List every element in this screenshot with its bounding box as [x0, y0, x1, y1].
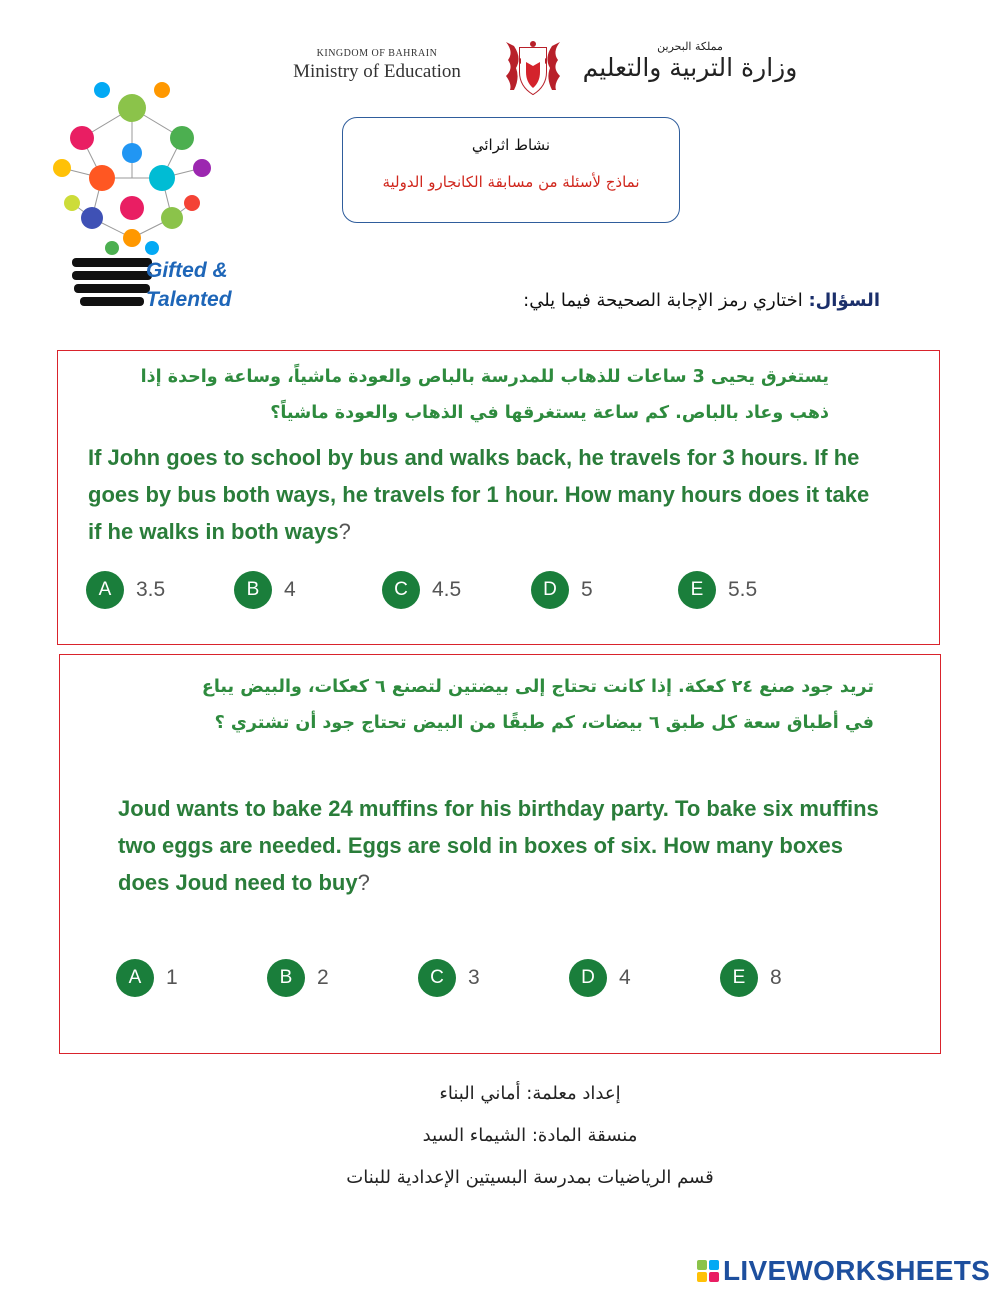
- option-value: 3: [468, 966, 480, 989]
- gifted-talented-label: [146, 256, 232, 314]
- coordinator-line: منسقة المادة: الشيماء السيد: [422, 1125, 638, 1146]
- option-value: 8: [770, 966, 782, 989]
- kingdom-label-english: KINGDOM OF BAHRAIN: [316, 48, 438, 59]
- bahrain-emblem-icon: [500, 38, 566, 100]
- option-letter-circle: B: [234, 571, 272, 609]
- option-value: 1: [166, 966, 178, 989]
- question-2-english-tail: ?: [357, 870, 370, 895]
- talented-label: Talented: [146, 288, 232, 311]
- activity-title-box: [342, 117, 680, 223]
- option-letter-circle: D: [531, 571, 569, 609]
- liveworksheets-watermark: [697, 1255, 990, 1287]
- question-1-english-line-3: if he walks in both ways: [88, 519, 339, 544]
- option-value: 5.5: [728, 578, 758, 601]
- question-2-option-c[interactable]: [418, 959, 480, 997]
- option-value: 5: [581, 578, 593, 601]
- gifted-label: Gifted &: [146, 259, 228, 282]
- question-1-option-d[interactable]: [531, 571, 593, 609]
- option-letter-circle: C: [382, 571, 420, 609]
- question-2-option-e[interactable]: [720, 959, 782, 997]
- option-value: 4: [619, 966, 631, 989]
- ministry-name-english: [262, 48, 492, 83]
- ministry-label-english: Ministry of Education: [293, 61, 461, 82]
- question-1-arabic-line-2: ذهب وعاد بالباص. كم ساعة يستغرقها في الذهاب والعودة ماشياً؟: [270, 403, 829, 423]
- question-1-english-tail: ?: [338, 519, 351, 544]
- option-letter-circle: C: [418, 959, 456, 997]
- question-1-option-b[interactable]: [234, 571, 296, 609]
- option-letter-circle: D: [569, 959, 607, 997]
- question-2-arabic: [94, 669, 874, 741]
- option-letter-circle: E: [720, 959, 758, 997]
- question-label: السؤال:: [808, 290, 880, 311]
- question-1-english-line-2: goes by bus both ways, he travels for 1 hour. How many hours does it take: [88, 482, 870, 507]
- ministry-label-arabic: وزارة التربية والتعليم: [582, 53, 798, 82]
- question-1-arabic: [89, 359, 829, 431]
- question-2-option-d[interactable]: [569, 959, 631, 997]
- option-letter-circle: B: [267, 959, 305, 997]
- question-1-frame: [57, 350, 940, 645]
- option-letter-circle: A: [86, 571, 124, 609]
- department-line: قسم الرياضيات بمدرسة البسيتين الإعدادية للبنات: [346, 1167, 714, 1188]
- option-value: 3.5: [136, 578, 166, 601]
- question-2-frame: [59, 654, 941, 1054]
- question-1-option-a[interactable]: [86, 571, 165, 609]
- option-letter-circle: E: [678, 571, 716, 609]
- ministry-name-arabic: [575, 40, 805, 83]
- question-2-option-b[interactable]: [267, 959, 329, 997]
- prepared-by-line: إعداد معلمة: أماني البناء: [439, 1083, 621, 1104]
- liveworksheets-label: LIVEWORKSHEETS: [723, 1255, 991, 1286]
- question-2-arabic-line-1: تريد جود صنع ٢٤ كعكة. إذا كانت تحتاج إلى بيضتين لتصنع ٦ كعكات، والبيض يباع: [201, 677, 874, 697]
- question-instruction: [523, 290, 880, 311]
- activity-description: نماذج لأسئلة من مسابقة الكانجارو الدولية: [382, 173, 640, 191]
- question-2-arabic-line-2: في أطباق سعة كل طبق ٦ بيضات، كم طبقًا من البيض تحتاج جود أن تشتري ؟: [214, 713, 874, 733]
- question-2-option-a[interactable]: [116, 959, 178, 997]
- question-1-english-line-1: If John goes to school by bus and walks back, he travels for 3 hours. If he: [88, 445, 860, 470]
- instruction-text: اختاري رمز الإجابة الصحيحة فيما يلي:: [523, 290, 809, 311]
- option-value: 4: [284, 578, 296, 601]
- question-2-english-line-3: does Joud need to buy: [118, 870, 358, 895]
- activity-type-label: نشاط اثرائي: [471, 136, 551, 154]
- question-1-english: [88, 439, 928, 550]
- option-value: 4.5: [432, 578, 462, 601]
- question-2-english: [118, 790, 938, 901]
- question-1-option-c[interactable]: [382, 571, 461, 609]
- liveworksheets-logo-icon: [697, 1260, 719, 1282]
- option-letter-circle: A: [116, 959, 154, 997]
- credits-block: [250, 1078, 810, 1204]
- question-2-english-line-1: Joud wants to bake 24 muffins for his birthday party. To bake six muffins: [118, 796, 879, 821]
- kingdom-label-arabic: مملكة البحرين: [657, 40, 723, 53]
- question-1-arabic-line-1: يستغرق يحيى 3 ساعات للذهاب للمدرسة بالباص والعودة ماشياً، وساعة واحدة إذا: [140, 367, 829, 387]
- question-2-english-line-2: two eggs are needed. Eggs are sold in boxes of six. How many boxes: [118, 833, 843, 858]
- option-value: 2: [317, 966, 329, 989]
- question-1-option-e[interactable]: [678, 571, 757, 609]
